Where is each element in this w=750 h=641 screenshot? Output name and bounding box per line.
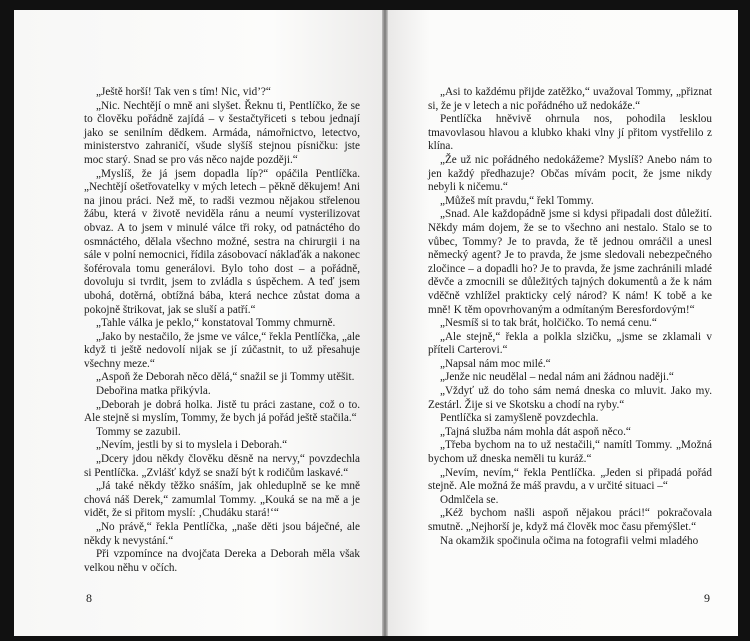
right-page-number: 9 [704, 591, 710, 605]
right-page-text [428, 86, 712, 548]
left-page [14, 10, 382, 636]
left-page-number: 8 [86, 591, 92, 605]
paragraph: „Nevím, nevím,“ řekla Pentlíčka. „Jeden si připadá pořád stejně. Ale možná že máš pravdu, a v určité situaci –“ [428, 466, 712, 493]
paragraph: „Aspoň že Deborah něco dělá,“ snažil se ji Tommy utěšit. [96, 371, 355, 384]
paragraph: „Asi to každému přijde zatěžko,“ uvažoval Tommy, „přiznat si, že je v letech a nic pořádného už nedokáže.“ [428, 86, 712, 112]
paragraph: „Třeba bychom na to už nestačili,“ namítl Tommy. „Možná bychom už dneska neměli tu kuráž.“ [428, 439, 712, 466]
paragraph: „Nevím, jestli by si to myslela i Deborah.“ [96, 439, 288, 452]
paragraph: Tommy se zazubil. [96, 425, 181, 438]
paragraph: „Že už nic pořádného nedokážeme? Myslíš? Anebo nám to jen každý předhazuje? Občas mívám pocit, že jsme nikdy nebyli k ničemu.“ [428, 153, 712, 194]
paragraph: „Dcery jdou někdy člověku děsně na nervy,“ povzdechla si Pentlíčka. „Zvlášť když se snaží být k rodičům laskavé.“ [84, 453, 360, 479]
left-page-text [84, 86, 360, 575]
paragraph: „Vždyť už do toho sám nemá dneska co mluvit. Jako my. Zestárl. Žije si ve Skotsku a chodí na ryby.“ [428, 385, 712, 411]
paragraph: „Tahle válka je peklo,“ konstatoval Tommy chmurně. [96, 317, 336, 330]
paragraph: „Deborah je dobrá holka. Jistě tu práci zastane, což o to. Ale stejně si myslím, Tommy, že bych já pořád ještě stačila.“ [84, 398, 360, 425]
paragraph: „Napsal nám moc milé.“ [440, 357, 551, 370]
paragraph: „Tajná služba nám mohla dát aspoň něco.“ [440, 425, 631, 438]
paragraph: Při vzpomínce na dvojčata Dereka a Deborah měla však velkou něhu v očích. [84, 548, 360, 574]
paragraph: „Jako by nestačilo, že jsme ve válce,“ řekla Pentlíčka, „ale když ti ještě nedovolí nijak se jí zúčastnit, to už přesahuje všechny meze.“ [84, 330, 360, 370]
paragraph: „No právě,“ řekla Pentlíčka, „naše děti jsou báječné, ale někdy k nevystání.“ [84, 521, 360, 547]
paragraph: Pentlíčka si zamyšleně povzdechla. [440, 412, 599, 425]
paragraph: Pentlíčka hněvivě ohrnula nos, pohodila lesklou tmavovlasou hlavou a klubko khaki vlny jí přitom vystřelilo z klína. [428, 113, 712, 153]
paragraph: „Ale stejně,“ řekla a polkla slzičku, „jsme se zklamali v příteli Carterovi.“ [428, 330, 712, 357]
paragraph: Debořina matka přikývla. [96, 385, 211, 398]
paragraph: „Jenže nic neudělal – nedal nám ani žádnou naději.“ [440, 371, 674, 384]
paragraph: „Nesmíš si to tak brát, holčičko. To nemá cenu.“ [440, 317, 657, 330]
paragraph: „Můžeš mít pravdu,“ řekl Tommy. [440, 194, 594, 207]
paragraph: „Já také někdy těžko snáším, jak ohleduplně se ke mně chová náš Derek,“ zamumlal Tommy. „Kouká se na mě a je vidět, že si přitom myslí: ‚Chudáku stará!‘“ [84, 480, 360, 520]
paragraph: „Ještě horší! Tak ven s tím! Nic, vid’?“ [96, 86, 271, 98]
paragraph: „Kéž bychom našli aspoň nějakou práci!“ pokračovala smutně. „Nejhorší je, když má člověk moc času přemýšlet.“ [428, 507, 712, 533]
right-page [388, 10, 738, 636]
paragraph: Na okamžik spočinula očima na fotografii velmi mladého [440, 534, 699, 547]
paragraph: „Nic. Nechtějí o mně ani slyšet. Řeknu ti, Pentlíčko, že se to člověku pořádně zajídá – v šestačtyřiceti s tebou jednají jako se senilním dědkem. Armáda, námořnictvo, letectvo, ministerstvo zahraničí, všude slyšíš stejnou písničku: jste moc starý. Snad se pro vás něco najde později.“ [84, 99, 360, 166]
paragraph: „Snad. Ale každopádně jsme si kdysi připadali dost důležití. Někdy mám dojem, že se to všechno ani nestalo. Stalo se to vůbec, Tommy? Je to pravda, že tě jednou omráčil a unesl německý agent? Je to pravda, že jsme sledovali nebezpečného zločince – a dopadli ho? Je to pravda, že jsme zachránili mladé děvče a zmocnili se důležitých tajných dokumentů a že k nám vděčně vzhlížel prakticky celý národ? K nám! K tobě a ke mně! K těm opovrhovaným a odmítaným Beresfordovým!“ [428, 208, 712, 316]
paragraph: „Myslíš, že já jsem dopadla líp?“ opáčila Pentlíčka. „Nechtějí ošetřovatelky v mých letech – pěkně děkujem! Ani na jinou práci. Než mě, to radši vezmou nějakou střelenou žábu, která v životě neviděla ránu a neumí vysterilizovat obvaz. A to jsem v minulé válce tři roky, od patnáctého do osmnáctého, dělala všechno možné, sestra na chirurgii i na sále v polní nemocnici, řídila zásobovací náklaďák a nakonec šoférovala tomu generálovi. Bylo toho dost – a pořádně, dovoluju si tvrdit, jsem to zvládla s úspěchem. A teď jsem ubohá, dotěrná, obtížná bába, která nechce zůstat doma a pokojně štrikovat, jak se sluší a patří.“ [84, 167, 360, 316]
paragraph: Odmlčela se. [440, 493, 499, 506]
